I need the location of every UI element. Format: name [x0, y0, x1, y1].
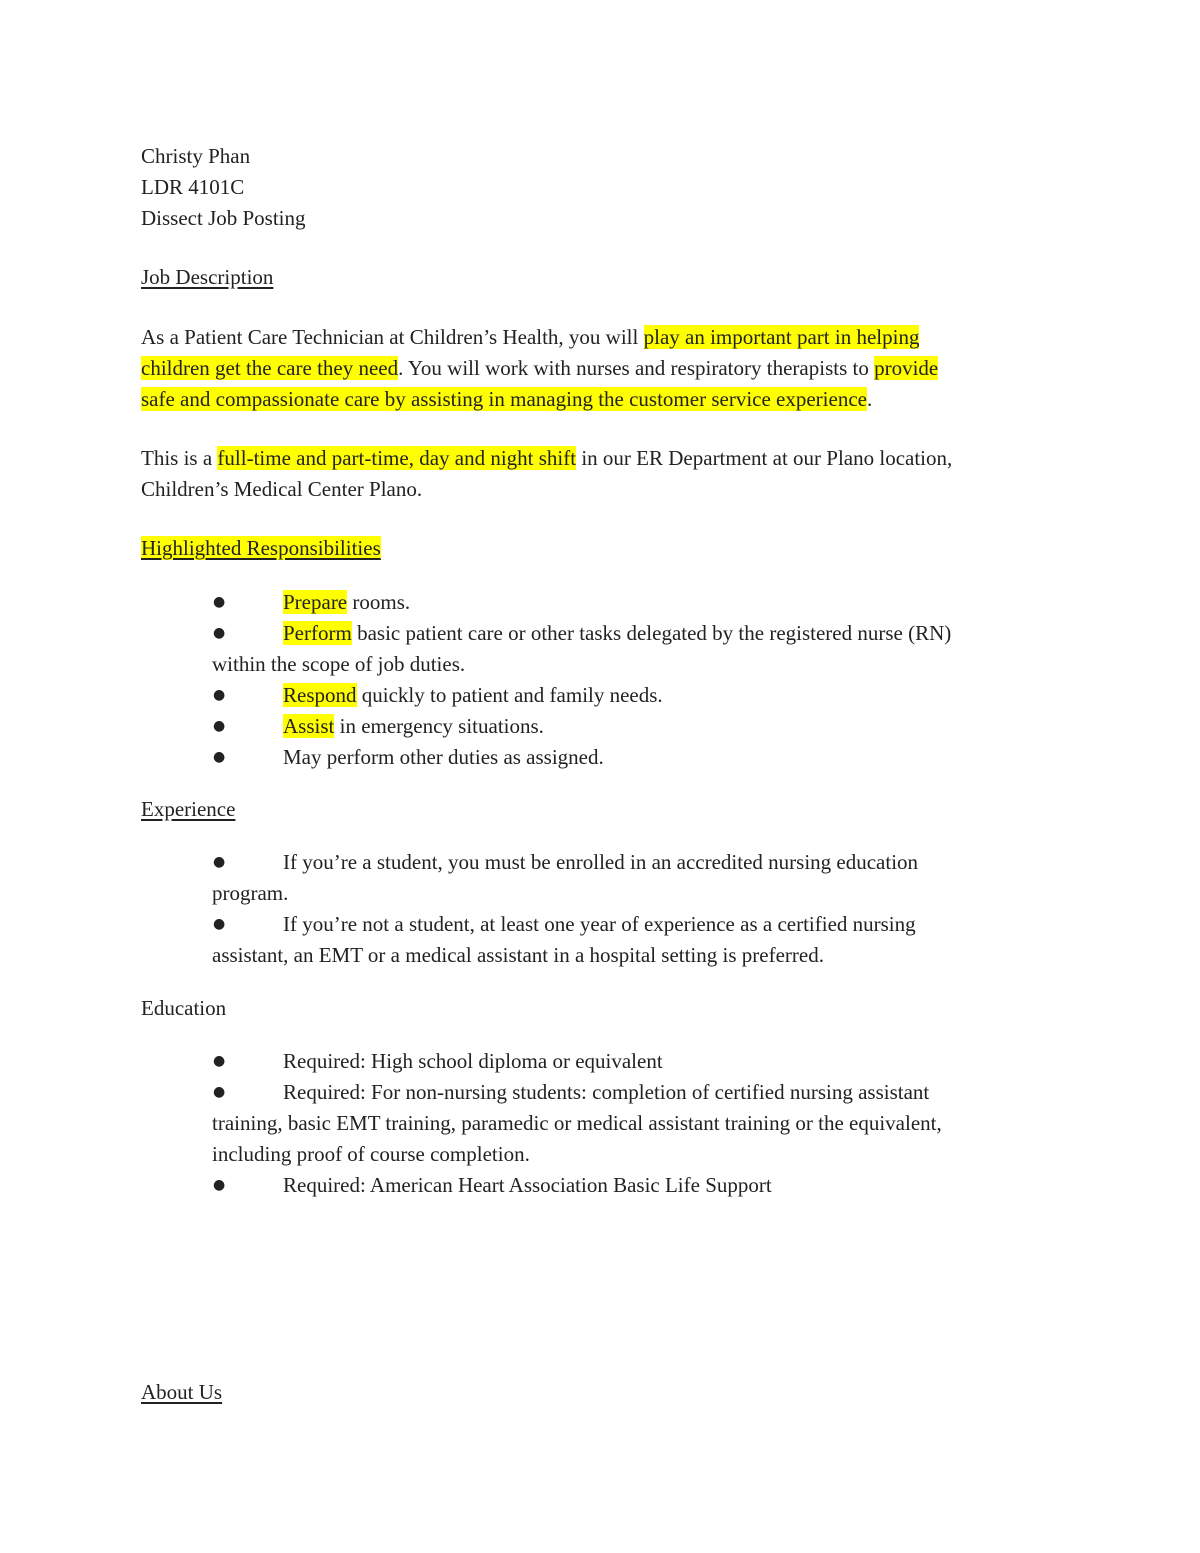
- list-item-continuation: program.: [212, 881, 289, 905]
- assignment-title: Dissect Job Posting: [141, 206, 306, 230]
- bullet-icon: ●: [213, 1084, 226, 1100]
- text-run: As a Patient Care Technician at Children’s Health, you will: [141, 325, 644, 349]
- highlighted-text: Assist: [283, 714, 335, 738]
- bullet-icon: ●: [213, 718, 226, 734]
- shift-line-1: [141, 443, 952, 474]
- bullet-icon: ●: [213, 916, 226, 932]
- job-description-line-3: [141, 384, 872, 415]
- responsibilities-heading: [141, 533, 381, 564]
- list-item-text: If you’re a student, you must be enrolled in an accredited nursing education: [283, 850, 919, 874]
- about-us-heading: About Us: [141, 1380, 223, 1404]
- highlighted-text: provide: [874, 356, 939, 380]
- job-description-heading: Job Description: [141, 265, 274, 289]
- highlighted-text: play an important part in helping: [643, 325, 920, 349]
- job-description-line-2: [141, 353, 938, 384]
- text-run: .: [866, 387, 873, 411]
- bullet-icon: ●: [213, 625, 226, 641]
- author-name: Christy Phan: [141, 144, 251, 168]
- bullet-icon: ●: [213, 1177, 226, 1193]
- text-run: in emergency situations.: [334, 714, 544, 738]
- list-item-text: [283, 711, 544, 742]
- shift-line-2: Children’s Medical Center Plano.: [141, 477, 423, 501]
- experience-heading: Experience: [141, 797, 236, 821]
- bullet-icon: ●: [213, 1053, 226, 1069]
- list-item-text: If you’re not a student, at least one year of experience as a certified nursing: [283, 912, 916, 936]
- highlighted-text: Prepare: [283, 590, 348, 614]
- list-item-text: Required: High school diploma or equivalent: [283, 1049, 663, 1073]
- list-item-continuation: assistant, an EMT or a medical assistant in a hospital setting is preferred.: [212, 943, 824, 967]
- bullet-icon: ●: [213, 854, 226, 870]
- bullet-icon: ●: [213, 749, 226, 765]
- job-description-line-1: [141, 322, 919, 353]
- list-item-text: May perform other duties as assigned.: [283, 745, 604, 769]
- list-item-continuation: including proof of course completion.: [212, 1142, 530, 1166]
- bullet-icon: ●: [213, 594, 226, 610]
- highlighted-text: full-time and part-time, day and night shift: [217, 446, 577, 470]
- highlighted-text: Respond: [283, 683, 357, 707]
- text-run: . You will work with nurses and respiratory therapists to: [398, 356, 875, 380]
- list-item-text: [283, 680, 663, 711]
- text-run: This is a: [141, 446, 218, 470]
- course-code: LDR 4101C: [141, 175, 245, 199]
- text-run: in our ER Department at our Plano location,: [576, 446, 953, 470]
- highlighted-text: children get the care they need: [141, 356, 399, 380]
- text-run: rooms.: [347, 590, 411, 614]
- bullet-icon: ●: [213, 687, 226, 703]
- highlighted-text: Perform: [283, 621, 352, 645]
- list-item-text: [283, 618, 951, 649]
- highlighted-text: safe and compassionate care by assisting in managing the customer service experience: [141, 387, 867, 411]
- text-run: basic patient care or other tasks delegated by the registered nurse (RN): [351, 621, 952, 645]
- highlighted-text: Highlighted Responsibilities: [141, 536, 381, 560]
- list-item-text: Required: For non-nursing students: completion of certified nursing assistant: [283, 1080, 930, 1104]
- text-run: quickly to patient and family needs.: [356, 683, 663, 707]
- education-heading: Education: [141, 996, 227, 1020]
- list-item-continuation: training, basic EMT training, paramedic or medical assistant training or the equivalent,: [212, 1111, 942, 1135]
- list-item-continuation: within the scope of job duties.: [212, 652, 466, 676]
- list-item-text: [283, 587, 410, 618]
- list-item-text: Required: American Heart Association Basic Life Support: [283, 1173, 772, 1197]
